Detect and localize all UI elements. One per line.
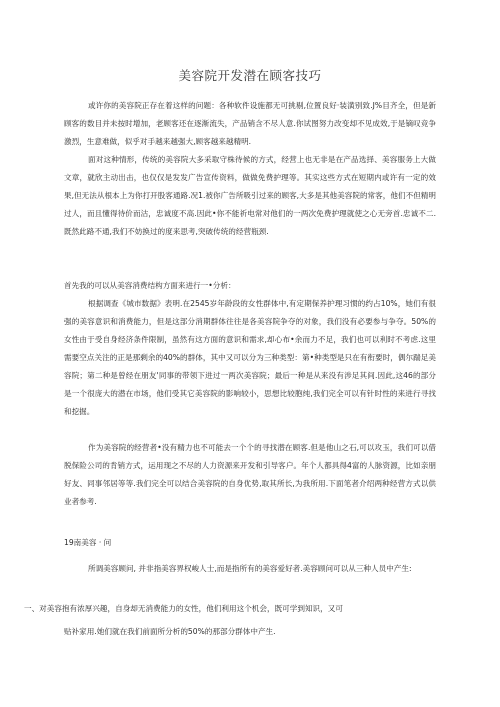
paragraph-text: 作为美容院的经营者•没有精力也不可能去一个个的寻找潜在顾客.但是他山之石,可以攻玉，我们可以借脱保险公司的肯销方式，运用现之不尽的人力资源来开发和引导客户。年个人都具得4富的人脉资源，比如亲朋好友、同事邻居等等.我们完全可以结合美容院的自身优势,取其所长,为我所用.下面笔者介绍两种经营方式以供业者参考.: [64, 443, 436, 506]
list-item-1: 一、对美容抱有浓厚兴趣，自身却无消费能力的女性，他们利用这个机会，既可学到知识，又可: [24, 604, 343, 613]
list-item-1-continuation: 贴补家用.她们就在我们前面所分析的50%的那部分群体中产生.: [64, 627, 276, 636]
document-title: 美容院开发潜在顾客技巧: [178, 68, 322, 83]
paragraph-text: 或许你的美容院正存在着这样的问题：各种软件设施都无可挑剔,位置良好·装潢别致.J%目齐全，但是新顾客的数目并未按时增加，老顾客还在逐渐流失，产品销含不尽人意.你试图努力改变却不见成效,于是镝叹竞争激烈，生意难做，似乎对手越来越强大,顾客越来越精明.: [64, 101, 436, 146]
paragraph-analysis-lead: [64, 277, 436, 295]
paragraph-survey: [64, 295, 436, 421]
paragraph-text: 面对这种情形，传统的美容院大多采取守株待候的方式，经营上也无非是在产品选择、美容服务上大做文章，就欣主动出击，也仅仅是发发广告宣传资料，做做免费护理等。其实这些方式在短期内或许有一定的效果,但无法从根本上为你打开股客通路.况1.被你广告所吸引过来的顾客,大多是其他美容院的常客，他们不但精明过人，而且懂得待价而沽，忠诚度不高.因此•你不能祈电常对他们的一两次免费护理就使之心无旁首.忠诚不二.既然此路不通,我们不妨换过的度来思考,突破传统的经营瓶颈.: [64, 155, 436, 236]
paragraph-consultant: [64, 560, 436, 578]
paragraph-intro: [64, 97, 436, 151]
paragraph-text: 根据调查《城市数据》表明.在2545岁年龄段的女性群体中,有定期保养护理习惯的约占10%，她们有很强的美容意识和消费能力，但是这部分消期群体往往是各美容院争夺的对象，我们没有必要参与争夺。50%的女性由于受自身经济条件限制，虽然有这方面的意识和需求,却心布•余而力不足，我们也可以利时不考虑.这里需要空点关注的正是那剩余的40%的群体，其中又可以分为三种类型：第•种类型是只在有衔要时，偶尔踹足美容院；第二种是曾经在朋友'同事的带领下进过一两次美容院；最后一种是从来没有涉足其间.因此,这46的部分是一个很庞大的潜在市场，他们受其它美容院的影响较小，思想比较胞纯,我们完全可以有针时性的来进行寻找和挖掘。: [64, 299, 436, 416]
paragraph-traditional: [64, 151, 436, 241]
paragraph-operator: [64, 439, 436, 511]
paragraph-text: 所调美容顾问, 并非指美容界权峻人士,而是指所有的美容爱好者.美容顾问可以从三种人员中产生:: [88, 564, 412, 573]
paragraph-text: 首先我的可以从美容消费结构方面来进行一•分析：: [64, 281, 236, 290]
section-heading: 19南美容 · 问: [64, 538, 112, 547]
